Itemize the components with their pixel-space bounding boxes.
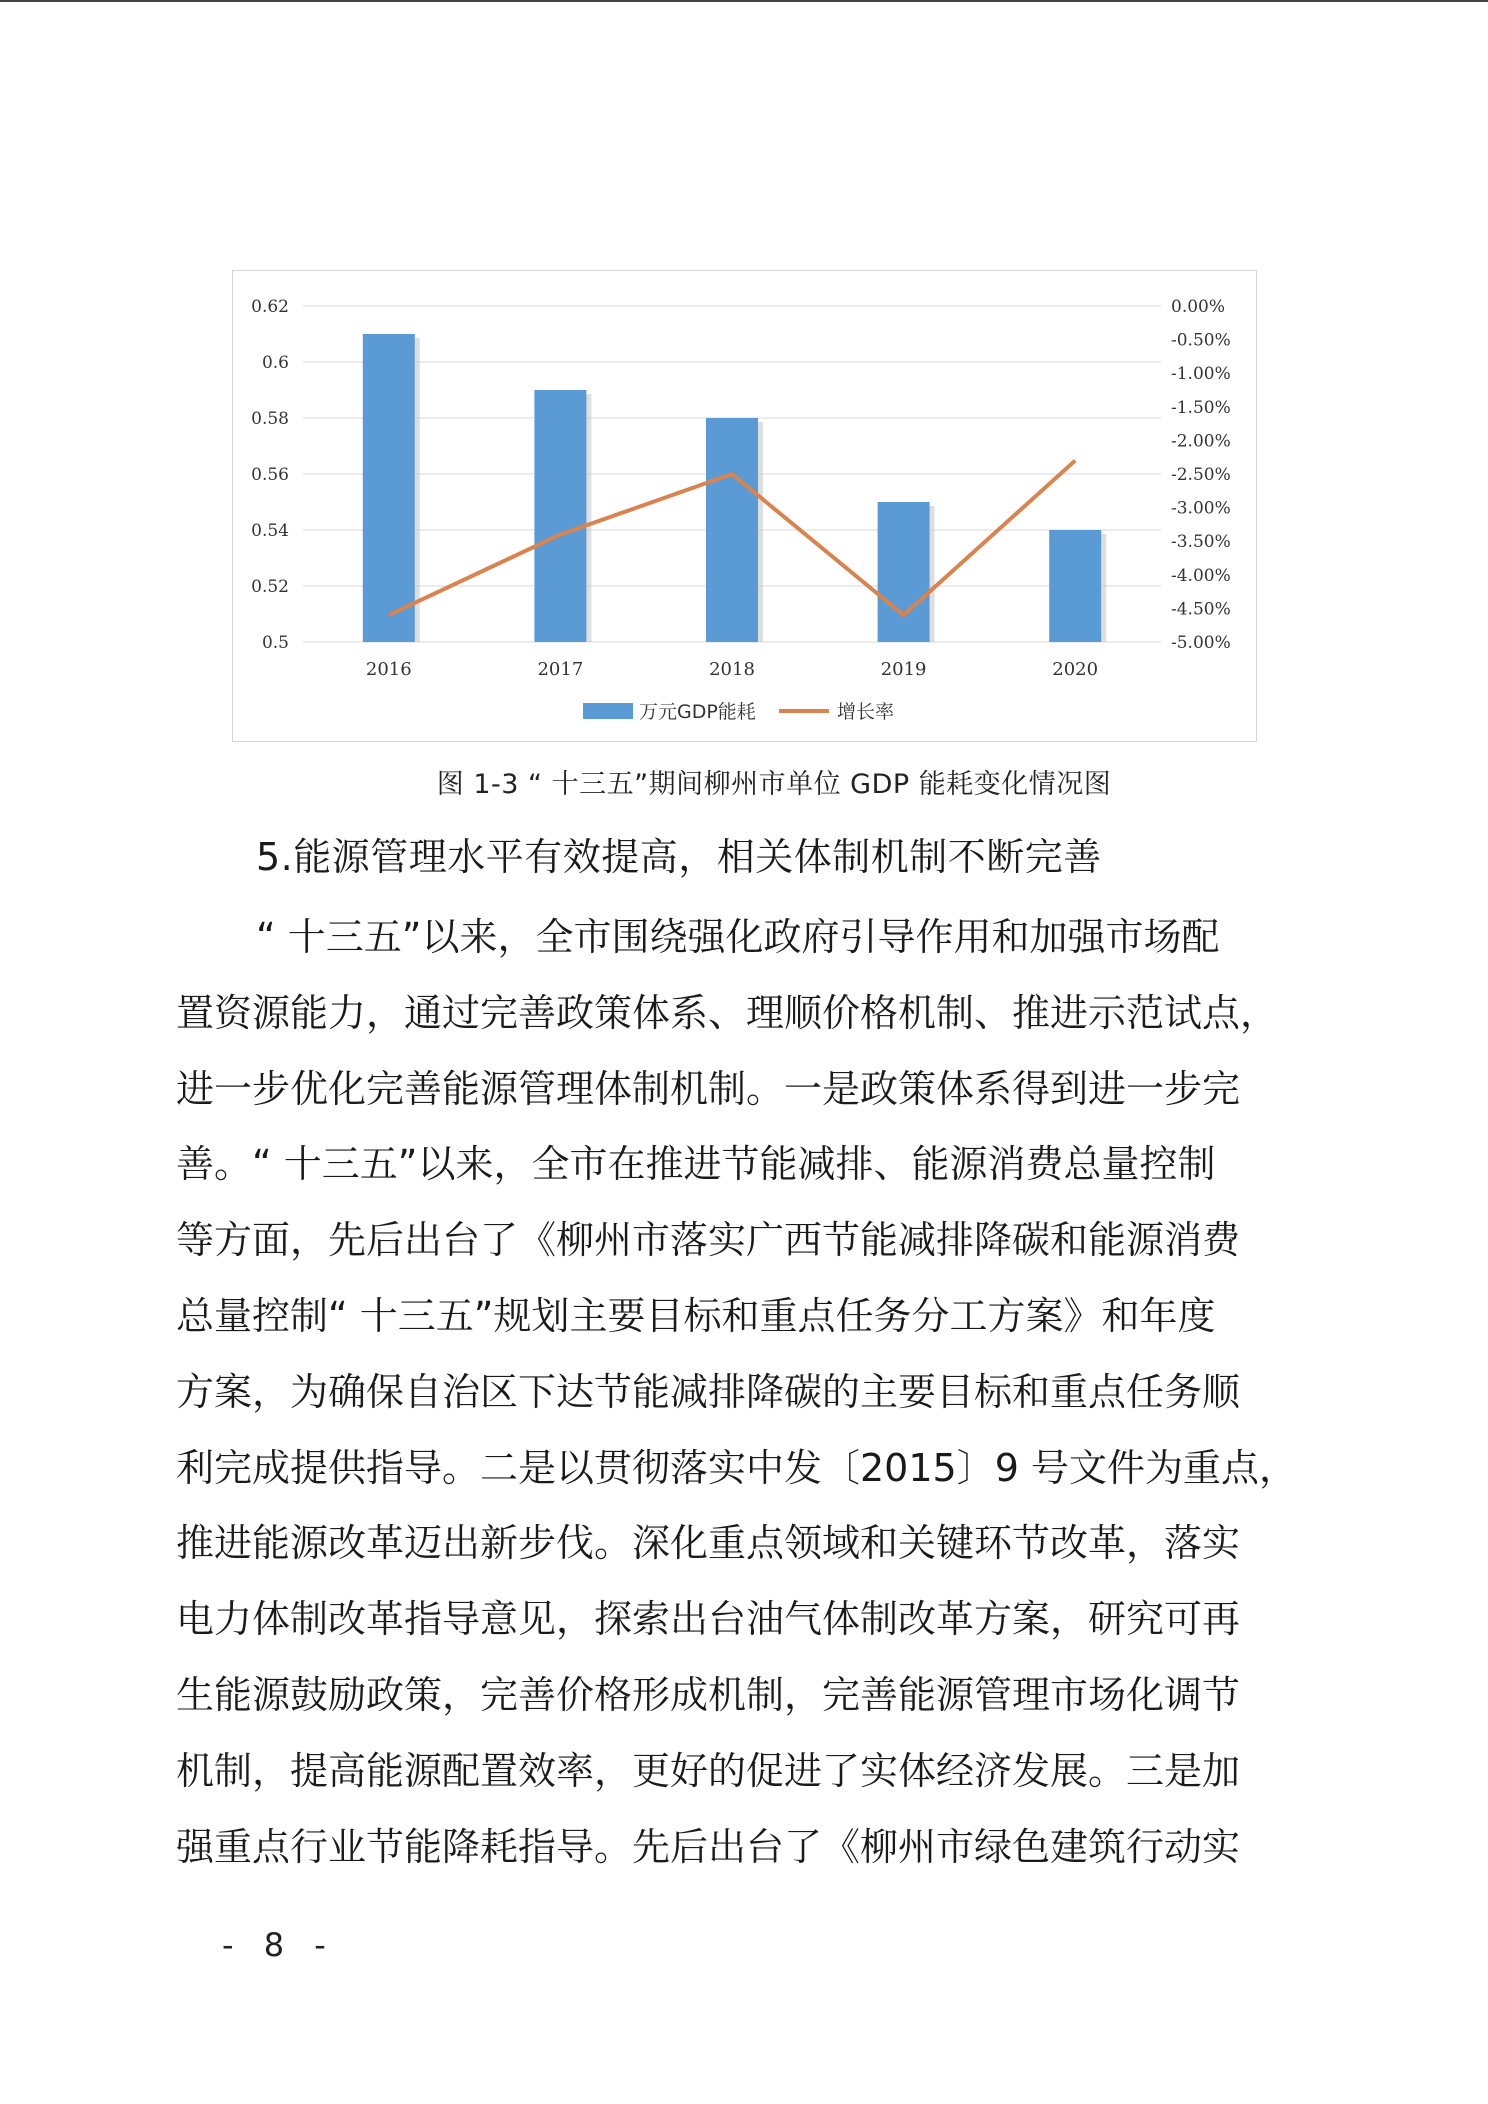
paragraph-line: 机制，提高能源配置效率，更好的促进了实体经济发展。三是加 xyxy=(176,1748,1241,1793)
x-axis-tick-label: 2016 xyxy=(365,659,412,680)
left-axis-tick-label: 0.5 xyxy=(261,633,289,653)
legend-label: 万元GDP能耗 xyxy=(639,701,756,723)
paragraph-line: 强重点行业节能降耗指导。先后出台了《柳州市绿色建筑行动实 xyxy=(176,1824,1241,1869)
right-axis-tick-label: -5.00% xyxy=(1171,633,1231,653)
left-axis-tick-label: 0.58 xyxy=(251,409,289,429)
paragraph-line: “ 十三五”以来，全市围绕强化政府引导作用和加强市场配 xyxy=(256,915,1220,959)
paragraph-line: 推进能源改革迈出新步伐。深化重点领域和关键环节改革，落实 xyxy=(176,1521,1241,1566)
left-axis-tick-label: 0.62 xyxy=(251,297,289,317)
x-axis-tick-label: 2017 xyxy=(537,659,584,680)
energy-consumption-chart xyxy=(232,270,1257,742)
figure-caption: 图 1-3 “ 十三五”期间柳州市单位 GDP 能耗变化情况图 xyxy=(436,769,1112,800)
x-axis-tick-label: 2019 xyxy=(880,659,927,680)
paragraph-line: 置资源能力，通过完善政策体系、理顺价格机制、推进示范试点， xyxy=(176,990,1279,1035)
right-axis-tick-label: -4.00% xyxy=(1171,565,1231,586)
paragraph-line: 利完成提供指导。二是以贯彻落实中发〔2015〕9 号文件为重点， xyxy=(176,1445,1297,1490)
x-axis-tick-label: 2018 xyxy=(709,659,755,680)
paragraph-line: 生能源鼓励政策，完善价格形成机制，完善能源管理市场化调节 xyxy=(176,1672,1241,1717)
bar xyxy=(1049,530,1101,642)
right-axis-tick-label: -3.50% xyxy=(1171,532,1231,553)
right-axis-tick-label: -1.00% xyxy=(1171,364,1231,385)
right-axis-tick-label: -2.00% xyxy=(1171,431,1231,452)
legend-swatch-bar xyxy=(583,703,633,719)
paragraph-line: 总量控制“ 十三五”规划主要目标和重点任务分工方案》和年度 xyxy=(176,1293,1216,1338)
section-heading: 5.能源管理水平有效提高，相关体制机制不断完善 xyxy=(256,835,1102,879)
page-number: - 8 - xyxy=(222,1926,336,1964)
right-axis-tick-label: -4.50% xyxy=(1171,599,1231,620)
top-border-rule xyxy=(0,0,1488,2)
chart-canvas xyxy=(233,271,1255,740)
legend-label: 增长率 xyxy=(837,701,895,723)
right-axis-tick-label: 0.00% xyxy=(1171,297,1226,317)
body-paragraph xyxy=(176,900,1316,1885)
bar xyxy=(878,502,930,642)
right-axis-tick-label: -1.50% xyxy=(1171,397,1231,418)
bar xyxy=(706,418,758,642)
bar xyxy=(363,334,415,642)
paragraph-line: 电力体制改革指导意见，探索出台油气体制改革方案，研究可再 xyxy=(176,1597,1241,1642)
paragraph-line: 进一步优化完善能源管理体制机制。一是政策体系得到进一步完 xyxy=(176,1066,1241,1111)
left-axis-tick-label: 0.56 xyxy=(251,465,289,485)
paragraph-line: 善。“ 十三五”以来，全市在推进节能减排、能源消费总量控制 xyxy=(176,1142,1216,1187)
right-axis-tick-label: -2.50% xyxy=(1171,465,1231,485)
left-axis-tick-label: 0.52 xyxy=(251,577,289,597)
right-axis-tick-label: -3.00% xyxy=(1171,498,1231,519)
x-axis-tick-label: 2020 xyxy=(1052,659,1099,680)
paragraph-line: 方案，为确保自治区下达节能减排降碳的主要目标和重点任务顺 xyxy=(176,1369,1241,1414)
left-axis-tick-label: 0.54 xyxy=(251,521,289,541)
right-axis-tick-label: -0.50% xyxy=(1171,330,1231,351)
paragraph-line: 等方面，先后出台了《柳州市落实广西节能减排降碳和能源消费 xyxy=(176,1218,1241,1263)
left-axis-tick-label: 0.6 xyxy=(261,353,289,373)
bar xyxy=(534,390,586,642)
